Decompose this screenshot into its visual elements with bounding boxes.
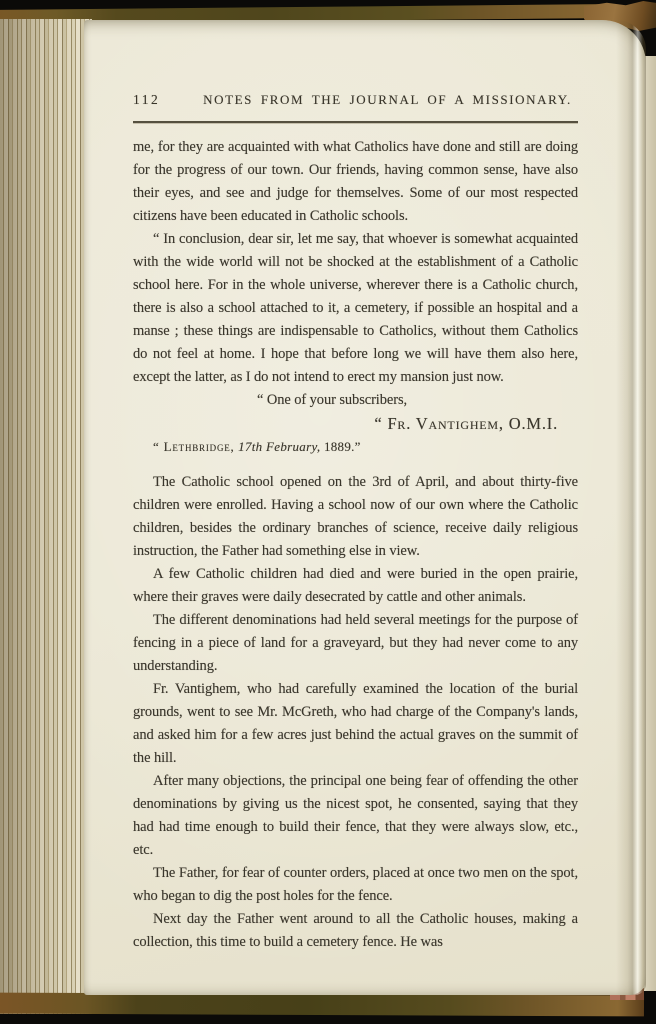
narrative-paragraph: After many objections, the principal one being fear of offending the other denominations by giving us the nicest spot, he consented, saying that they had had time enough to build their fence, that they were always slow, etc., etc. — [133, 773, 578, 858]
book-cover-bottom-edge — [0, 993, 644, 1017]
narrative-paragraph: Next day the Father went around to all the Catholic houses, making a collection, this time to build a cemetery fence. He was — [133, 911, 578, 950]
letter-paragraph: me, for they are acquainted with what Catholics have done and still are doing for the progress of our town. Our friends, having common sense, have also their eyes, and see and judge for themselves. Some of our most respected citizens have been educated in Catholic schools. — [133, 139, 578, 224]
letter-signature: “ Fr. Vantighem, O.M.I. — [374, 414, 558, 433]
page-number: 112 — [133, 92, 161, 107]
book-page — [84, 20, 646, 995]
header-rule — [133, 121, 578, 123]
narrative-paragraph: The different denominations had held several meetings for the purpose of fencing in a piece of land for a graveyard, but they had never come to any understanding. — [133, 612, 578, 674]
printed-content — [133, 92, 578, 954]
letter-closing-line: “ One of your subscribers, — [257, 392, 408, 408]
page-fore-edges-left — [0, 19, 92, 1014]
narrative-paragraph: The Father, for fear of counter orders, placed at once two men on the spot, who began to dig the post holes for the fence. — [133, 865, 578, 904]
narrative-paragraph: The Catholic school opened on the 3rd of April, and about thirty-five children were enrolled. Having a school now of our own where the Catholic children, besides the ordinary branches of science, receive daily religious instruction, the Father had something else in view. — [133, 474, 578, 559]
narrative-paragraph: Fr. Vantighem, who had carefully examined the location of the burial grounds, went to see Mr. McGreth, who had charge of the Company's lands, and asked him for a few acres just behind the actual graves on the summit of the hill. — [133, 681, 578, 766]
letter-dateline — [133, 435, 578, 458]
body-text — [133, 136, 578, 954]
narrative-paragraph: A few Catholic children had died and were buried in the open prairie, where their graves were daily desecrated by cattle and other animals. — [133, 566, 578, 605]
running-title: NOTES FROM THE JOURNAL OF A MISSIONARY. — [203, 92, 572, 107]
page-header — [133, 92, 578, 110]
dateline-year: 1889.” — [323, 439, 361, 454]
dateline-place: “ Lethbridge, — [153, 439, 235, 454]
letter-paragraph: “ In conclusion, dear sir, let me say, that whoever is somewhat acquainted with the wide world will not be shocked at the establishment of a Catholic school here. For in the whole universe, wherever there is a Catholic church, there is also a school attached to it, a cemetery, if possible an hospital and a manse ; these things are indispensable to Catholics, without them Catholics do not feel at home. I hope that before long we will have them also here, except the latter, as I do not intend to erect my mansion just now. — [133, 231, 578, 385]
dateline-date: 17th February, — [238, 439, 321, 454]
